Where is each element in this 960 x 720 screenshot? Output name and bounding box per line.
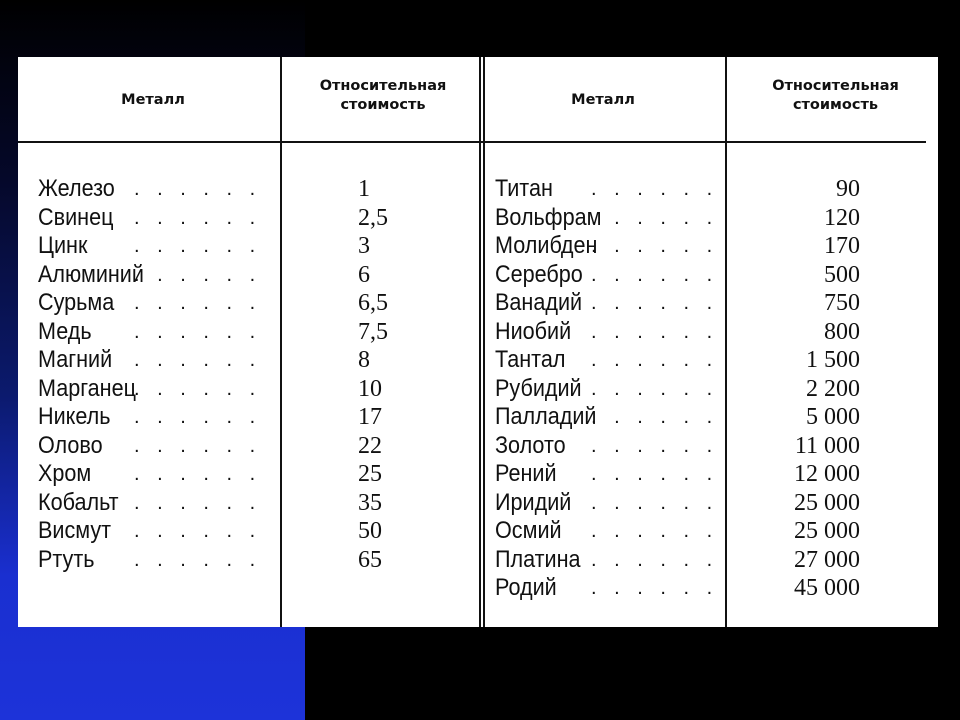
metal-name-text: Вольфрам <box>495 203 602 231</box>
metal-name-text: Железо <box>38 175 115 202</box>
left-metal-name <box>38 318 273 347</box>
leader-dots: . . . . . . <box>134 263 262 286</box>
metal-name-text: Титан <box>495 175 553 202</box>
header-cost-left: Относительная стоимость <box>319 78 447 113</box>
leader-dots: . . . . . . <box>134 463 262 485</box>
right-relative-cost: 750 <box>824 290 860 316</box>
metal-cost-table <box>18 57 938 627</box>
leader-dots: . . . . . . <box>591 548 719 571</box>
right-relative-cost: 27 000 <box>794 546 860 573</box>
leader-dots: . . . . . . <box>591 577 719 599</box>
header-rule <box>18 141 926 143</box>
leader-dots: . . . . . . <box>591 406 719 428</box>
metal-name-text: Серебро <box>495 260 583 288</box>
right-metal-name <box>495 318 720 347</box>
right-relative-cost: 2 200 <box>806 375 860 402</box>
right-metal-name <box>495 432 720 461</box>
metal-name-text: Алюминий <box>38 260 144 288</box>
leader-dots: . . . . . . <box>134 178 262 200</box>
left-relative-cost: 7,5 <box>358 318 388 345</box>
header-metal-right: Металл <box>571 92 635 108</box>
left-relative-cost: 50 <box>358 518 382 544</box>
right-relative-cost: 25 000 <box>794 518 860 544</box>
metal-name-text: Висмут <box>38 517 112 544</box>
metal-name-text: Медь <box>38 317 92 345</box>
left-metal-name <box>38 546 273 575</box>
leader-dots: . . . . . . <box>591 349 719 371</box>
right-metal-name <box>495 261 720 290</box>
right-relative-cost: 800 <box>824 318 860 345</box>
leader-dots: . . . . . . <box>591 320 719 343</box>
right-metal-name <box>495 204 720 233</box>
metal-name-text: Рубидий <box>495 374 582 402</box>
left-metal-list <box>38 175 273 574</box>
left-cost-list <box>358 175 458 574</box>
leader-dots: . . . . . . <box>134 206 262 229</box>
metal-name-text: Сурьма <box>38 289 115 316</box>
metal-name-text: Олово <box>38 431 103 459</box>
left-metal-name <box>38 432 273 461</box>
leader-dots: . . . . . . <box>134 491 262 514</box>
right-metal-name <box>495 403 720 432</box>
leader-dots: . . . . . . <box>591 491 719 514</box>
leader-dots: . . . . . . <box>134 520 262 542</box>
leader-dots: . . . . . . <box>134 235 262 257</box>
right-metal-name <box>495 517 720 546</box>
metal-name-text: Родий <box>495 574 557 601</box>
leader-dots: . . . . . . <box>134 292 262 314</box>
leader-dots: . . . . . . <box>134 434 262 457</box>
left-metal-name <box>38 517 273 546</box>
metal-name-text: Никель <box>38 403 111 430</box>
metal-name-text: Марганец <box>38 374 137 402</box>
right-metal-name <box>495 574 720 603</box>
leader-dots: . . . . . . <box>134 320 262 343</box>
left-relative-cost: 65 <box>358 546 382 573</box>
leader-dots: . . . . . . <box>134 349 262 371</box>
metal-name-text: Ванадий <box>495 289 583 316</box>
metal-name-text: Золото <box>495 431 566 459</box>
leader-dots: . . . . . . <box>134 406 262 428</box>
right-relative-cost: 5 000 <box>806 404 860 430</box>
leader-dots: . . . . . . <box>134 377 262 400</box>
left-relative-cost: 6 <box>358 261 370 288</box>
right-metal-name <box>495 375 720 404</box>
right-relative-cost: 500 <box>824 261 860 288</box>
metal-name-text: Ртуть <box>38 545 95 573</box>
metal-name-text: Тантал <box>495 346 566 373</box>
right-metal-name <box>495 460 720 489</box>
metal-name-text: Хром <box>38 460 92 487</box>
right-relative-cost: 25 000 <box>794 489 860 516</box>
leader-dots: . . . . . . <box>591 206 719 229</box>
left-metal-name <box>38 232 273 261</box>
left-relative-cost: 25 <box>358 461 382 487</box>
metal-name-text: Рений <box>495 460 557 487</box>
right-relative-cost: 11 000 <box>794 432 860 459</box>
left-relative-cost: 35 <box>358 489 382 516</box>
left-metal-name <box>38 489 273 518</box>
left-relative-cost: 17 <box>358 404 382 430</box>
right-metal-name <box>495 489 720 518</box>
metal-name-text: Палладий <box>495 403 597 430</box>
left-metal-name <box>38 261 273 290</box>
left-metal-name <box>38 175 273 204</box>
leader-dots: . . . . . . <box>591 292 719 314</box>
header-cost-right: Относительная стоимость <box>772 78 899 113</box>
left-metal-name <box>38 346 273 375</box>
right-metal-list <box>495 175 720 603</box>
left-relative-cost: 3 <box>358 233 370 259</box>
metal-name-text: Магний <box>38 346 113 373</box>
leader-dots: . . . . . . <box>591 235 719 257</box>
leader-dots: . . . . . . <box>134 548 262 571</box>
right-relative-cost: 90 <box>836 176 860 202</box>
right-relative-cost: 170 <box>824 233 860 259</box>
metal-name-text: Свинец <box>38 203 114 231</box>
metal-name-text: Иридий <box>495 488 572 516</box>
metal-name-text: Осмий <box>495 517 562 544</box>
right-relative-cost: 12 000 <box>794 461 860 487</box>
left-relative-cost: 22 <box>358 432 382 459</box>
right-metal-name <box>495 175 720 204</box>
left-relative-cost: 2,5 <box>358 204 388 231</box>
leader-dots: . . . . . . <box>591 377 719 400</box>
right-cost-list <box>758 175 860 603</box>
right-metal-name <box>495 289 720 318</box>
left-metal-name <box>38 289 273 318</box>
header-metal-left: Металл <box>121 92 185 108</box>
right-metal-name <box>495 346 720 375</box>
metal-name-text: Ниобий <box>495 317 572 345</box>
leader-dots: . . . . . . <box>591 463 719 485</box>
metal-name-text: Кобальт <box>38 488 119 516</box>
right-metal-name <box>495 546 720 575</box>
leader-dots: . . . . . . <box>591 263 719 286</box>
metal-name-text: Платина <box>495 545 581 573</box>
right-relative-cost: 45 000 <box>794 575 860 601</box>
left-metal-name <box>38 375 273 404</box>
left-metal-name <box>38 403 273 432</box>
leader-dots: . . . . . . <box>591 520 719 542</box>
metal-name-text: Молибден <box>495 232 598 259</box>
metal-name-text: Цинк <box>38 232 88 259</box>
right-relative-cost: 1 500 <box>806 347 860 373</box>
left-relative-cost: 8 <box>358 347 370 373</box>
right-metal-name <box>495 232 720 261</box>
leader-dots: . . . . . . <box>591 178 719 200</box>
left-relative-cost: 6,5 <box>358 290 388 316</box>
right-relative-cost: 120 <box>824 204 860 231</box>
leader-dots: . . . . . . <box>591 434 719 457</box>
left-relative-cost: 1 <box>358 176 370 202</box>
left-metal-name <box>38 460 273 489</box>
left-metal-name <box>38 204 273 233</box>
left-relative-cost: 10 <box>358 375 382 402</box>
